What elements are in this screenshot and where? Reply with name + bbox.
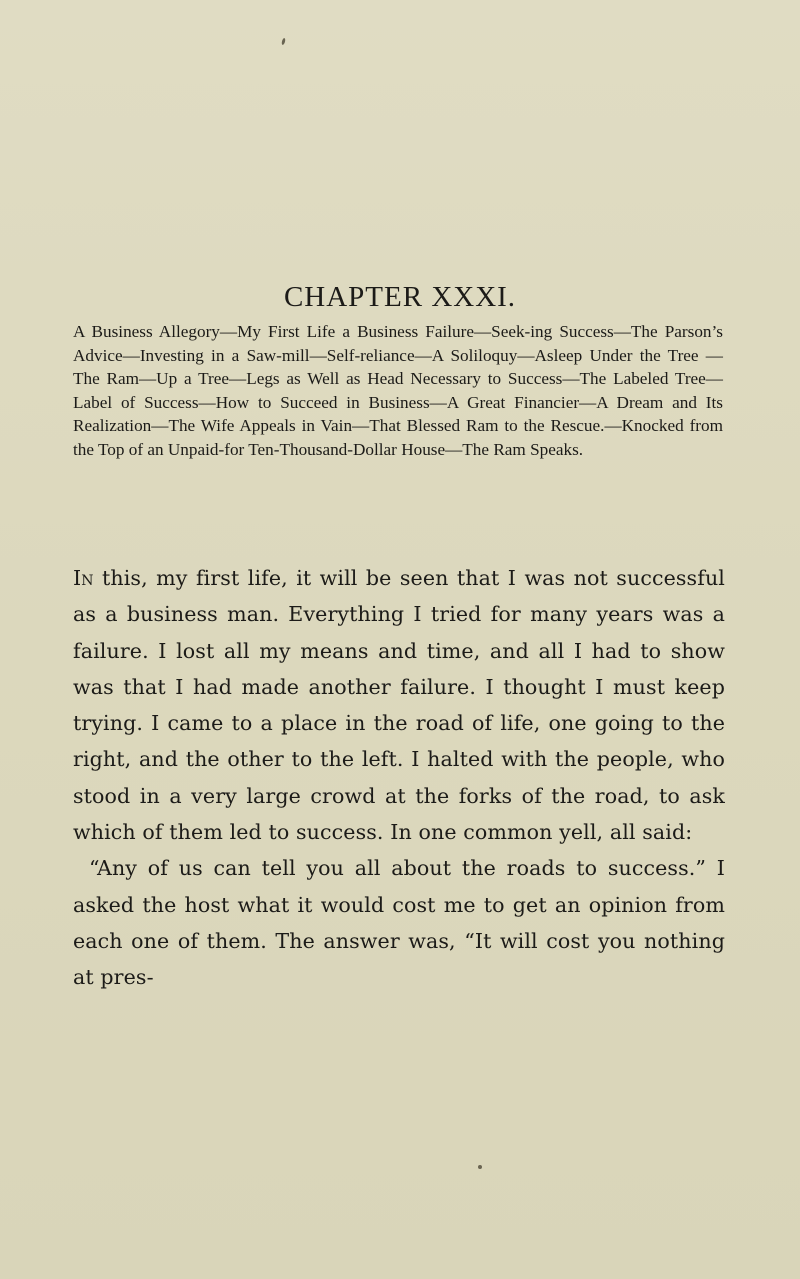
ink-speck — [281, 38, 286, 46]
chapter-summary: A Business Allegory—My First Life a Business Failure—Seek-ing Success—The Parson’s Advice—Investing in a Saw-mill—Self-reliance—A Soliloquy—Asleep Under the Tree —The Ram—Up a Tree—Legs as Well as Head Necessary to Success—The Labeled Tree—Label of Success—How to Succeed in Business—A Great Financier—A Dream and Its Realization—The Wife Appeals in Vain—That Blessed Ram to the Rescue.—Knocked from the Top of an Unpaid-for Ten-Thousand-Dollar House—The Ram Speaks. — [73, 322, 723, 459]
body-paragraph-2: “Any of us can tell you all about the roads to success.” I asked the host what it would cost me to get an opinion from each one of them. The answer was, “It will cost you nothing at pres- — [73, 856, 725, 990]
ink-speck — [478, 1165, 482, 1169]
paragraph-1-text: this, my first life, it will be seen that I was not successful as a business man. Everything I tried for many years was a failure. I lost all my means and time, and all I had to show was that I had made another failure. I thought I must keep trying. I came to a place in the road of life, one going to the right, and the other to the left. I halted with the people, who stood in a very large crowd at the forks of the road, to ask which of them led to success. In one common yell, all said: — [73, 566, 725, 845]
body-paragraph-1 — [73, 560, 725, 850]
chapter-title: CHAPTER XXXI. — [283, 281, 517, 313]
chapter-body — [73, 560, 725, 996]
drop-word: In — [73, 566, 94, 590]
